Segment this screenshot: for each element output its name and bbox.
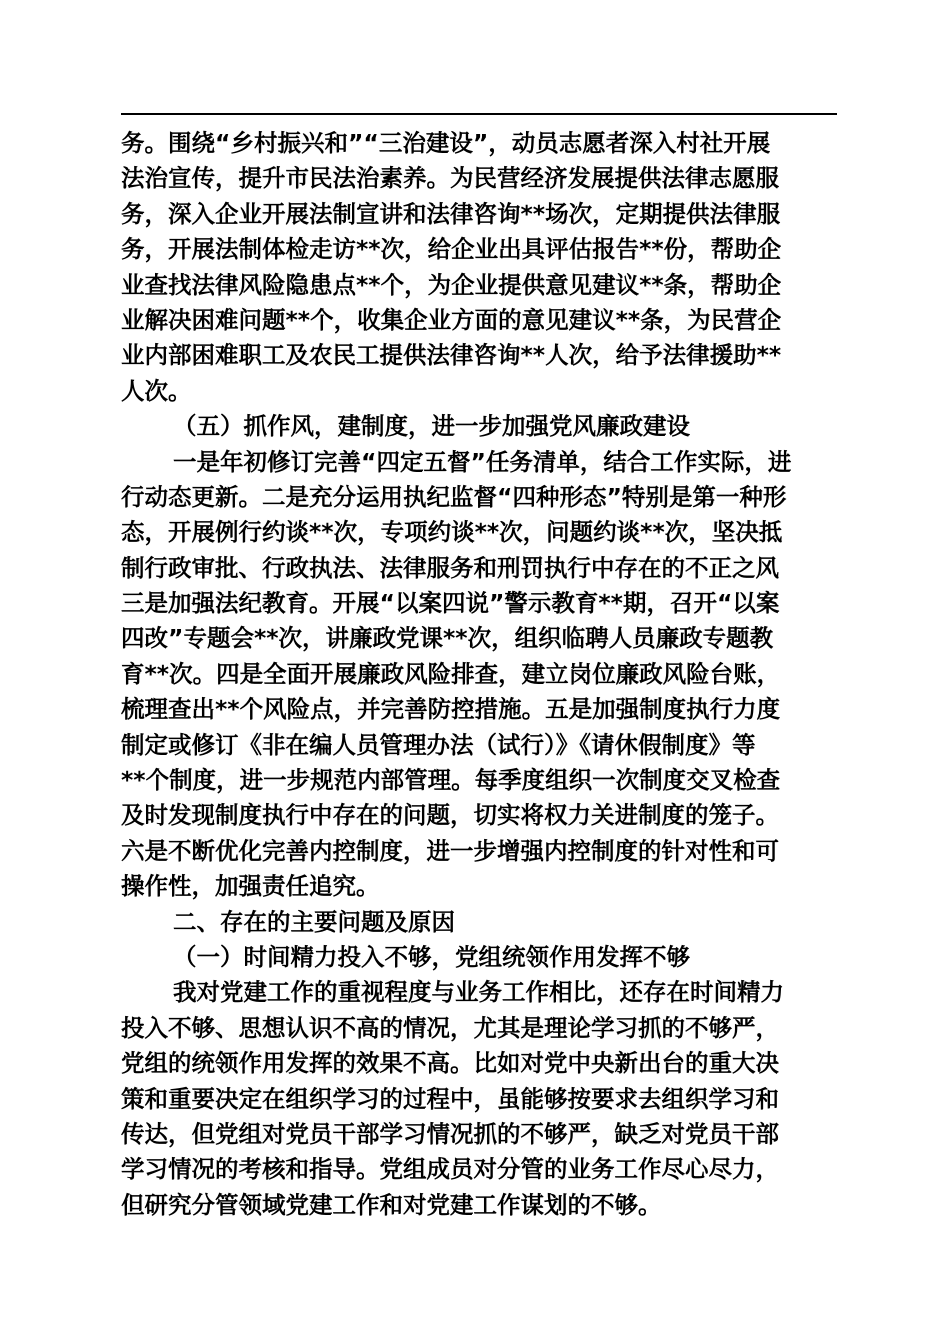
- text-line: **个制度，进一步规范内部管理。每季度组织一次制度交叉检查: [121, 766, 781, 795]
- text-line: 法治宣传，提升市民法治素养。为民营经济发展提供法律志愿服: [121, 164, 779, 193]
- text-line: 务，深入企业开展法制宣讲和法律咨询**场次，定期提供法律服: [121, 199, 781, 228]
- header-rule: [121, 113, 837, 115]
- document-body: [121, 126, 837, 1223]
- text-line: 制定或修订《非在编人员管理办法（试行）》《请休假制度》等: [121, 730, 756, 759]
- text-line: 及时发现制度执行中存在的问题，切实将权力关进制度的笼子。: [121, 801, 779, 830]
- text-line: 学习情况的考核和指导。党组成员对分管的业务工作尽心尽力，: [121, 1155, 779, 1184]
- text-line: 党组的统领作用发挥的效果不高。比如对党中央新出台的重大决: [121, 1049, 779, 1078]
- text-line: 态，开展例行约谈**次，专项约谈**次，问题约谈**次，坚决抵: [121, 518, 783, 547]
- text-line: 人次。: [121, 376, 192, 405]
- text-line: 务。围绕“乡村振兴和”“三治建设”，动员志愿者深入村社开展: [121, 129, 771, 157]
- text-line: 策和重要决定在组织学习的过程中，虽能够按要求去组织学习和: [121, 1084, 779, 1113]
- text-line: 制行政审批、行政执法、法律服务和刑罚执行中存在的不正之风: [121, 553, 779, 582]
- text-line: 但研究分管领域党建工作和对党建工作谋划的不够。: [121, 1190, 662, 1219]
- paragraph-start-line: （五）抓作风，建制度，进一步加强党风廉政建设: [173, 412, 690, 441]
- text-line: 传达，但党组对党员干部学习情况抓的不够严，缺乏对党员干部: [121, 1119, 779, 1148]
- paragraph-start-line: 我对党建工作的重视程度与业务工作相比，还存在时间精力: [173, 978, 784, 1007]
- text-line: 务，开展法制体检走访**次，给企业出具评估报告**份，帮助企: [121, 235, 782, 264]
- paragraph-start-line: （一）时间精力投入不够，党组统领作用发挥不够: [173, 942, 690, 971]
- text-line: 四改”专题会**次，讲廉政党课**次，组织临聘人员廉政专题教: [121, 624, 774, 653]
- text-line: 投入不够、思想认识不高的情况，尤其是理论学习抓的不够严，: [121, 1013, 779, 1042]
- text-line: 三是加强法纪教育。开展“以案四说”警示教育**期，召开“以案: [121, 589, 780, 618]
- text-line: 六是不断优化完善内控制度，进一步增强内控制度的针对性和可: [121, 836, 779, 865]
- paragraph-start-line: 一是年初修订完善“四定五督”任务清单，结合工作实际，进: [173, 447, 792, 476]
- text-line: 业查找法律风险隐患点**个，为企业提供意见建议**条，帮助企: [121, 270, 782, 299]
- paragraph-start-line: 二、存在的主要问题及原因: [173, 907, 455, 936]
- text-line: 育**次。四是全面开展廉政风险排查，建立岗位廉政风险台账，: [121, 659, 781, 688]
- text-line: 业内部困难职工及农民工提供法律咨询**人次，给予法律援助**: [121, 341, 782, 370]
- text-line: 梳理查出**个风险点，并完善防控措施。五是加强制度执行力度: [121, 695, 781, 724]
- text-line: 业解决困难问题**个，收集企业方面的意见建议**条，为民营企: [121, 305, 782, 334]
- text-line: 操作性，加强责任追究。: [121, 872, 380, 901]
- text-line: 行动态更新。二是充分运用执纪监督“四种形态”特别是第一种形: [121, 482, 787, 511]
